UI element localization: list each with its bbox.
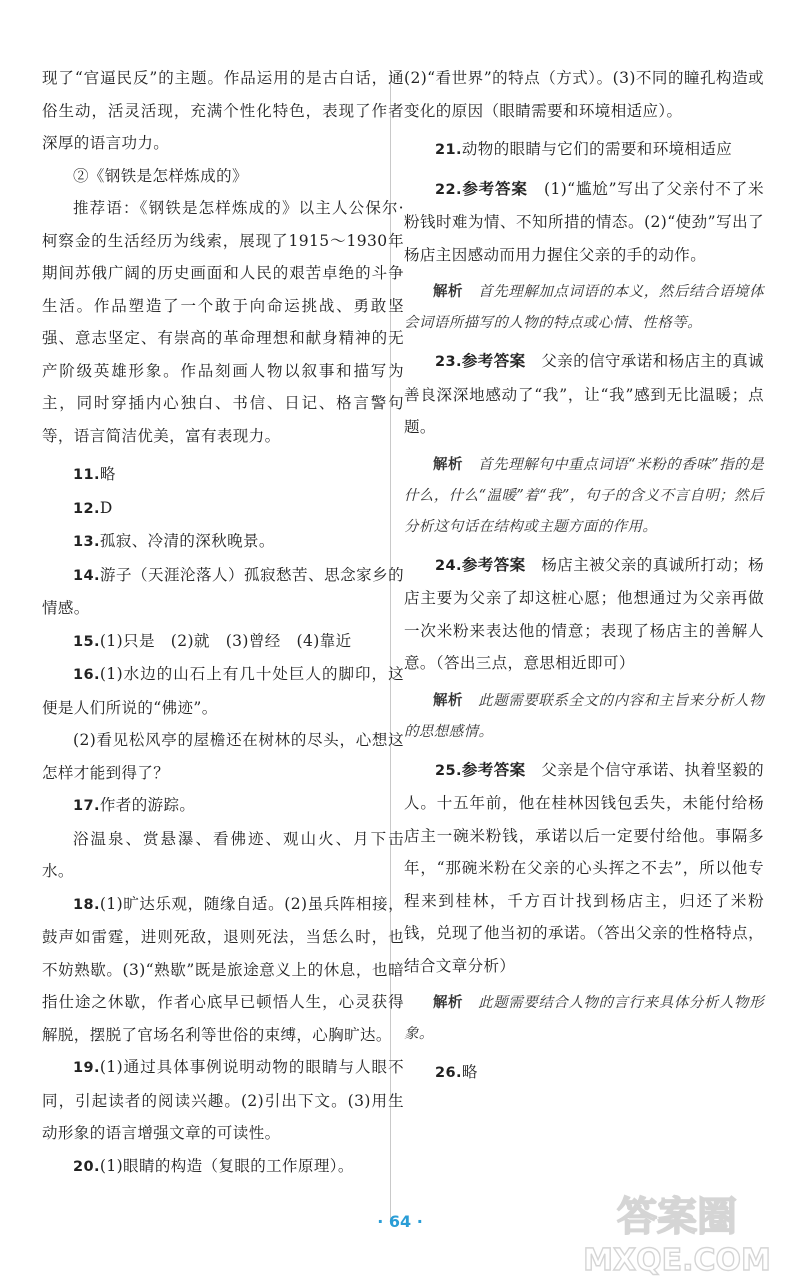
answer-11 [42,458,404,492]
question-number: 11. [73,467,100,483]
answer-19 [42,1051,404,1150]
answer-23 [404,345,764,444]
question-number: 22. [435,181,462,198]
answer-text: (1)只是 (2)就 (3)曾经 (4)靠近 [99,631,352,650]
question-number: 18. [73,896,100,913]
answer-text: D [99,498,113,517]
recommendation-paragraph: 推荐语：《钢铁是怎样炼成的》以主人公保尔·柯察金的生活经历为线索，展现了1915～1930年期间苏俄广阔的历史画面和人民的艰苦卓绝的斗争生活。作品塑造了一个敢于向命运挑战、勇敢坚强、意志坚定、有崇高的革命理想和献身精神的无产阶级英雄形象。作品刻画人物以叙事和描写为主，同时穿插内心独白、书信、日记、格言警句等，语言简洁优美，富有表现力。 [42,199,404,445]
answer-13 [42,525,404,559]
answer-text: 作者的游踪。 [99,796,196,814]
answer-text: 游子（天涯沦落人）孤寂愁苦、思念家乡的情感。 [42,565,404,617]
reference-answer-label: 参考答案 [461,179,528,198]
answer-text: (1)旷达乐观，随缘自适。(2)虽兵阵相接，鼓声如雷霆，进则死敌，退则死法，当恁么时，也不妨熟歇。(3)“熟歇”既是旅途意义上的休息，也暗指仕途之休歇，作者心底早已顿悟人生，心灵获得解脱，摆脱了官场名利等世俗的束缚，心胸旷达。 [42,894,404,1044]
answer-25 [404,754,764,983]
question-number: 24. [435,557,462,574]
question-number: 21. [435,142,462,158]
book-title-line: ②《钢铁是怎样炼成的》 [73,166,248,185]
answer-text: 父亲是个信守承诺、执着坚毅的人。十五年前，他在桂林因钱包丢失，未能付给杨店主一碗米粉钱，承诺以后一定要付给他。事隔多年，“那碗米粉在父亲的心头挥之不去”，所以他专程来到桂林，千方百计找到杨店主，归还了米粉钱，兑现了他当初的承诺。（答出父亲的性格特点，结合文章分析） [404,760,765,975]
answer-text: (1)水边的山石上有几十处巨人的脚印，这便是人们所说的“佛迹”。 [42,665,404,717]
answer-text: 略 [461,1063,478,1081]
reference-answer-label: 参考答案 [461,555,526,574]
page-number: · 64 · [377,1212,423,1231]
answer-21 [404,133,764,167]
question-number: 17. [73,798,100,814]
answer-text: 孤寂、冷清的深秋晚景。 [99,532,275,550]
question-number: 15. [73,633,100,650]
explanation-22 [404,277,764,339]
answer-text: (1)眼睛的构造（复眼的工作原理）。 [99,1156,354,1175]
answer-17 [42,789,404,823]
reference-answer-label: 参考答案 [461,352,526,370]
answer-15 [42,625,404,659]
explanation-label: 解析 [433,456,464,473]
watermark-line1: 答案圈 [617,1194,737,1240]
answer-17-part2: 浴温泉、赏悬瀑、看佛迹、观山火、月下击水。 [42,829,404,880]
question-number: 25. [435,762,462,779]
answer-18 [42,888,404,1052]
question-number: 19. [73,1060,100,1076]
watermark-logo [562,1186,792,1278]
answer-16-part2: (2)看见松风亭的屋檐还在树林的尽头，心想这怎样才能到得了？ [42,731,404,782]
answer-text: (1)“尴尬”写出了父亲付不了米粉钱时难为情、不知所措的情态。(2)“使劲”写出了杨店主因感动而用力握住父亲的手的动作。 [404,179,764,264]
answer-text: 杨店主被父亲的真诚所打动；杨店主要为父亲了却这桩心愿；他想通过为父亲再做一次米粉来表达他的情意；表现了杨店主的善解人意。（答出三点，意思相近即可） [404,555,765,672]
right-column [404,62,764,1090]
answer-12 [42,492,404,526]
question-number: 23. [435,354,462,370]
explanation-text: 此题需要联系全文的内容和主旨来分析人物的思想感情。 [404,692,764,740]
answer-24 [404,549,764,680]
answer-22 [404,173,764,272]
reference-answer-label: 参考答案 [461,760,526,779]
answer-text: 略 [99,465,116,483]
answer-text: 动物的眼睛与它们的需要和环境相适应 [461,140,733,158]
answer-20-continued: (2)“看世界”的特点（方式）。(3)不同的瞳孔构造或变化的原因（眼睛需要和环境相适应）。 [404,69,764,120]
question-number: 16. [73,667,100,683]
explanation-label: 解析 [433,692,464,709]
answer-16 [42,658,404,724]
question-number: 20. [73,1158,100,1175]
explanation-25 [404,988,764,1050]
question-number: 14. [73,567,100,584]
question-number: 13. [73,534,100,550]
question-number: 12. [73,500,100,517]
answer-20 [42,1150,404,1184]
explanation-23 [404,450,764,543]
answer-text: 父亲的信守承诺和杨店主的真诚善良深深地感动了“我”，让“我”感到无比温暖；点题。 [404,352,765,436]
question-number: 26. [435,1065,462,1081]
answer-26 [404,1056,764,1090]
paragraph: 现了“官逼民反”的主题。作品运用的是古白话，通俗生动，活灵活现，充满个性化特色，表现了作者深厚的语言功力。 [42,69,404,152]
explanation-text: 首先理解加点词语的本义，然后结合语境体会词语所描写的人物的特点或心情、性格等。 [404,284,764,331]
explanation-text: 此题需要结合人物的言行来具体分析人物形象。 [404,995,764,1042]
watermark-line2: MXQE.COM [583,1243,771,1278]
answer-text: (1)通过具体事例说明动物的眼睛与人眼不同，引起读者的阅读兴趣。(2)引出下文。(3)用生动形象的语言增强文章的可读性。 [42,1058,404,1142]
explanation-24 [404,686,764,748]
explanation-label: 解析 [433,284,464,300]
left-column [42,62,404,1183]
explanation-text: 首先理解句中重点词语“米粉的香味”指的是什么，什么“温暖”着“我”，句子的含义不言自明；然后分析这句话在结构或主题方面的作用。 [404,456,764,535]
answer-14 [42,559,404,625]
explanation-label: 解析 [433,995,464,1011]
